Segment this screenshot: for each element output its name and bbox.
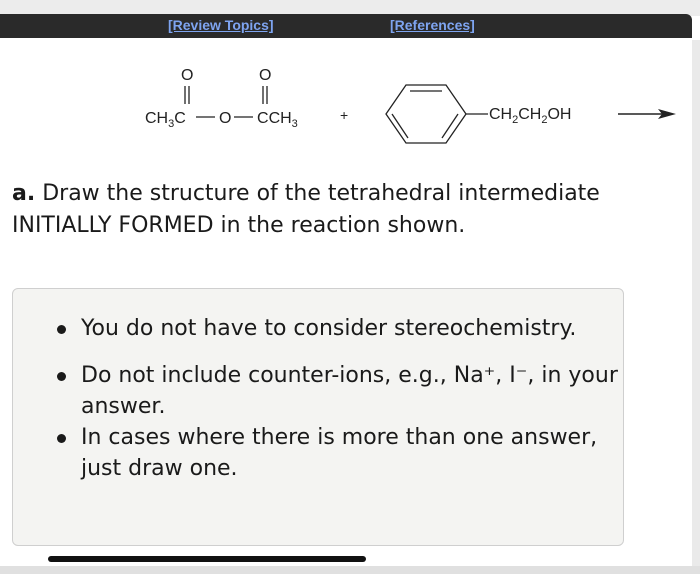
question-body: Draw the structure of the tetrahedral intermediate INITIALLY FORMED in the reaction shown. (12, 181, 600, 238)
benzene-ring (386, 85, 466, 143)
hint-list (13, 289, 623, 484)
reaction-arrow (618, 109, 676, 119)
bridging-oxygen: O (219, 110, 232, 127)
hint-item: You do not have to consider stereochemistry. (81, 313, 623, 344)
question-text (12, 178, 652, 242)
ch3-right: $CCH_3$ (257, 110, 298, 130)
hint-item: Do not include counter-ions, e.g., Na⁺, I⁻, in your answer. (81, 360, 623, 422)
phenylethanol (386, 85, 571, 143)
ch3-left: $CH_3C$ (145, 110, 186, 130)
reaction-scheme (0, 60, 700, 160)
reaction-svg (0, 60, 700, 160)
scrollbar[interactable] (48, 556, 366, 562)
ethanol-chain: $CH_2CH_2OH$ (489, 106, 572, 126)
review-topics-link[interactable]: [Review Topics] (168, 17, 274, 33)
acetic-anhydride (145, 67, 298, 130)
carbonyl-oxygen-2: O (259, 67, 272, 84)
bottom-toolbar (0, 566, 700, 574)
references-link[interactable]: [References] (390, 17, 475, 33)
header-bar (0, 14, 692, 38)
hint-box (12, 288, 624, 546)
hint-item: In cases where there is more than one answer, just draw one. (81, 422, 623, 484)
plus-sign: + (340, 107, 349, 123)
carbonyl-oxygen-1: O (181, 67, 194, 84)
question-label: a. (12, 181, 36, 206)
